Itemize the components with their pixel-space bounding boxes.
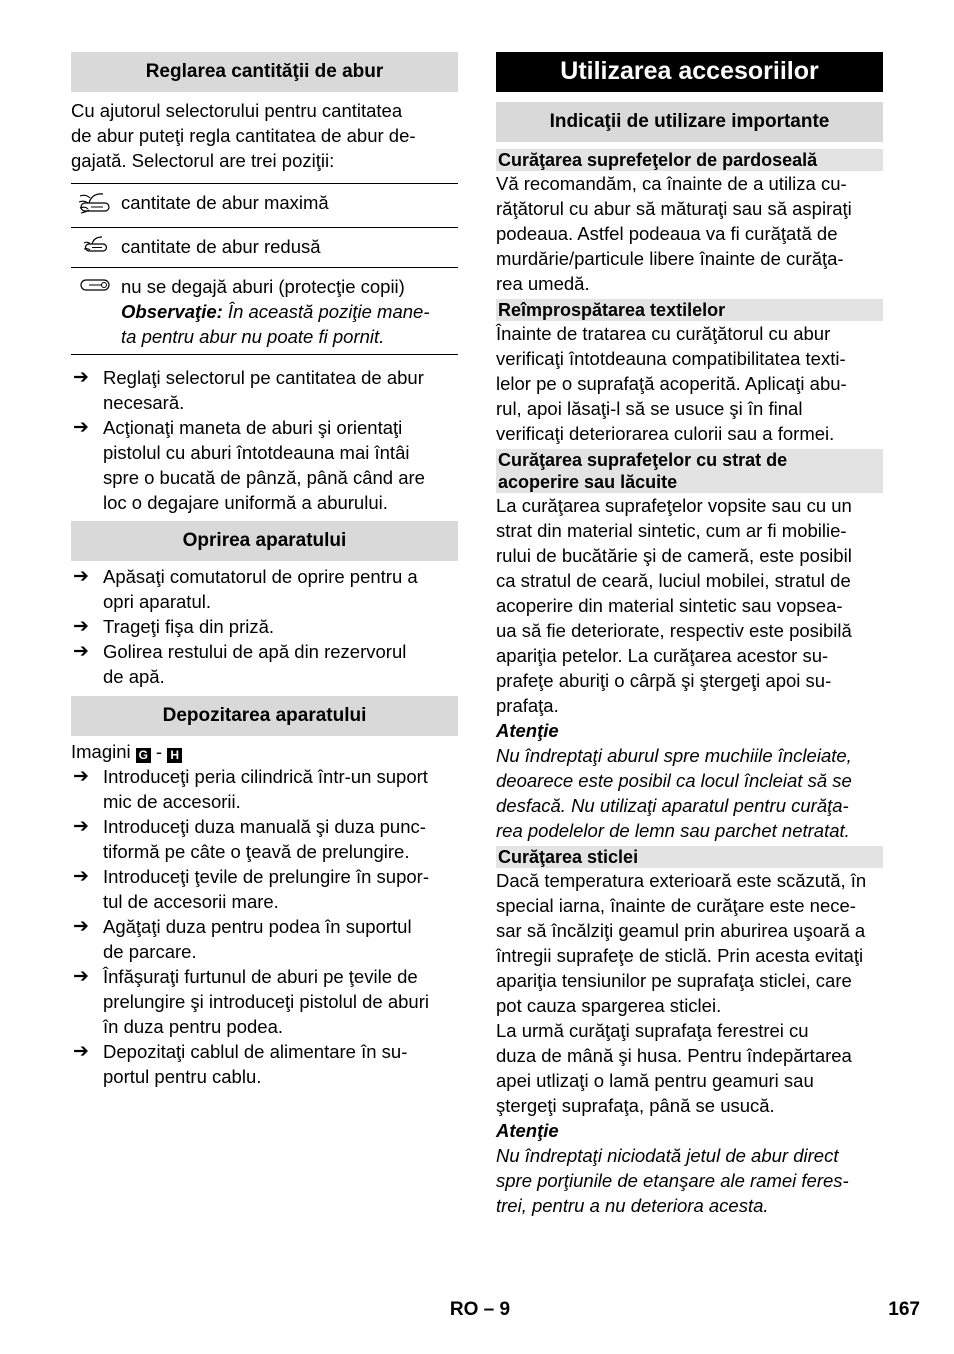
chapter-title: Utilizarea accesoriilor [496, 52, 883, 92]
steam-amount-steps [71, 365, 458, 515]
subsection-heading: Reîmprospătarea textilelor [496, 299, 883, 321]
section-heading-steam-amount: Reglarea cantităţii de abur [71, 52, 458, 92]
list-item: ➔ Trageţi fişa din priză. [73, 616, 275, 637]
steam-off-icon [80, 274, 112, 296]
right-column [496, 52, 883, 1218]
selector-row-reduced [71, 228, 458, 268]
selector-label-reduced: cantitate de abur redusă [121, 228, 458, 268]
arrow-right-icon: ➔ [73, 367, 89, 388]
arrow-right-icon: ➔ [73, 1041, 89, 1062]
list-item: ➔ Reglaţi selectorul pe cantitatea de abur necesară. [73, 367, 424, 413]
arrow-right-icon: ➔ [73, 417, 89, 438]
note-label: Observaţie: [121, 301, 223, 322]
section-heading-storage: Depozitarea aparatului [71, 696, 458, 736]
arrow-right-icon: ➔ [73, 616, 89, 637]
list-item: ➔ Golirea restului de apă din rezervorul de apă. [73, 641, 407, 687]
subsection-coated-surfaces: Curăţarea suprafeţelor cu strat de acoperire sau lăcuite La curăţarea suprafeţelor vopsite sau cu un strat din material sintetic, cum ar fi mobilie- rului de bucătărie şi de cameră, este posibil ca stratul de ceară, luciul mobilei, stratul de acoperire din material sintetic sau vopsea- ua să fie deteriorate, respectiv este posibilă apariţia petelor. La curăţarea acestor su- prafeţe aburiţi o cârpă şi ştergeţi apoi su- prafaţa. Atenţie Nu îndreptaţi aburul spre muchiile încleiate, deoarece este posibil ca locul încleiat să se desfacă. Nu utilizaţi aparatul pentru curăţa- rea podelelor de lemn sau parchet netratat. [496, 449, 883, 843]
arrow-right-icon: ➔ [73, 966, 89, 987]
warning-label: Atenţie [496, 720, 559, 741]
arrow-right-icon: ➔ [73, 816, 89, 837]
list-item: ➔ Acţionaţi maneta de aburi şi orientaţi pistolul cu aburi întotdeauna mai întâi spre o bucată de pânză, până când are loc o degajare uniformă a aburului. [73, 417, 425, 513]
selector-label-off: nu se degajă aburi (protecţie copii) [121, 276, 405, 297]
steam-max-icon [77, 190, 115, 216]
list-item: ➔ Introduceţi ţevile de prelungire în supor- tul de accesorii mare. [73, 866, 429, 912]
selector-label-max: cantitate de abur maximă [121, 184, 458, 228]
subsection-heading: Curăţarea suprafeţelor cu strat de acoperire sau lăcuite [496, 449, 883, 493]
subsection-heading: Curăţarea suprefeţelor de pardoseală [496, 149, 883, 171]
arrow-right-icon: ➔ [73, 766, 89, 787]
arrow-right-icon: ➔ [73, 916, 89, 937]
figure-reference: Imagini G - H [71, 739, 458, 764]
list-item: ➔ Înfăşuraţi furtunul de aburi pe ţevile de prelungire şi introduceţi pistolul de aburi în duza pentru podea. [73, 966, 429, 1037]
selector-row-max [71, 184, 458, 228]
subsection-floor: Curăţarea suprefeţelor de pardoseală Vă recomandăm, ca înainte de a utiliza cu- răţătorul cu abur să măturaţi sau să aspiraţi podeaua. Astfel podeaua va fi curăţată de murdărie/particule libere înainte de curăţa- rea umedă. [496, 149, 883, 296]
subsection-heading: Curăţarea sticlei [496, 846, 883, 868]
selector-row-off: nu se degajă aburi (protecţie copii) Observaţie: În această poziţie mane- ta pentru abur nu poate fi pornit. [71, 268, 458, 355]
steam-reduced-icon [81, 234, 111, 256]
figure-badge-h: H [167, 748, 182, 763]
section-heading-switch-off: Oprirea aparatului [71, 521, 458, 561]
arrow-right-icon: ➔ [73, 866, 89, 887]
warning-label: Atenţie [496, 1120, 559, 1141]
storage-steps [71, 764, 458, 1089]
steam-amount-intro: Cu ajutorul selectorului pentru cantitatea de abur puteţi regla cantitatea de abur de- gajată. Selectorul are trei poziţii: [71, 100, 416, 171]
switch-off-steps [71, 564, 458, 689]
list-item: ➔ Agăţaţi duza pentru podea în suportul de parcare. [73, 916, 412, 962]
steam-selector-table [71, 183, 458, 355]
footer-page-number: 167 [888, 1299, 920, 1320]
arrow-right-icon: ➔ [73, 641, 89, 662]
arrow-right-icon: ➔ [73, 566, 89, 587]
footer-section-label: RO – 9 [449, 1299, 511, 1320]
list-item: ➔ Introduceţi duza manuală şi duza punc- tiformă pe câte o ţeavă de prelungire. [73, 816, 426, 862]
figure-badge-g: G [136, 748, 151, 763]
subsection-textiles: Reîmprospătarea textilelor Înainte de tratarea cu curăţătorul cu abur verificaţi întotdeauna compatibilitatea texti- lelor pe o suprafaţă acoperită. Aplicaţi abu- rul, apoi lăsaţi-l să se usuce şi în final verificaţi deteriorarea culorii sau a formei. [496, 299, 883, 446]
list-item: ➔ Apăsaţi comutatorul de oprire pentru a opri aparatul. [73, 566, 418, 612]
left-column [71, 52, 458, 1089]
section-heading-usage-notes: Indicaţii de utilizare importante [496, 102, 883, 142]
subsection-glass: Curăţarea sticlei Dacă temperatura exterioară este scăzută, în special iarna, înainte de curăţare este nece- sar să încălziţi geamul prin aburirea uşoară a întregii suprafeţe de sticlă. Prin acesta evitaţi apariţia tensiunilor pe suprafaţa sticlei, care pot cauza spargerea sticlei. La urmă curăţaţi suprafaţa ferestrei cu duza de mână şi husa. Pentru îndepărtarea apei utlizaţi o lamă pentru geamuri sau ştergeţi suprafaţa, până se usucă. Atenţie Nu îndreptaţi niciodată jetul de abur direct spre porţiunile de etanşare ale ramei feres- trei, pentru a nu deteriora acesta. [496, 846, 883, 1218]
list-item: ➔ Introduceţi peria cilindrică într-un suport mic de accesorii. [73, 766, 428, 812]
list-item: ➔ Depozitaţi cablul de alimentare în su- portul pentru cablu. [73, 1041, 408, 1087]
